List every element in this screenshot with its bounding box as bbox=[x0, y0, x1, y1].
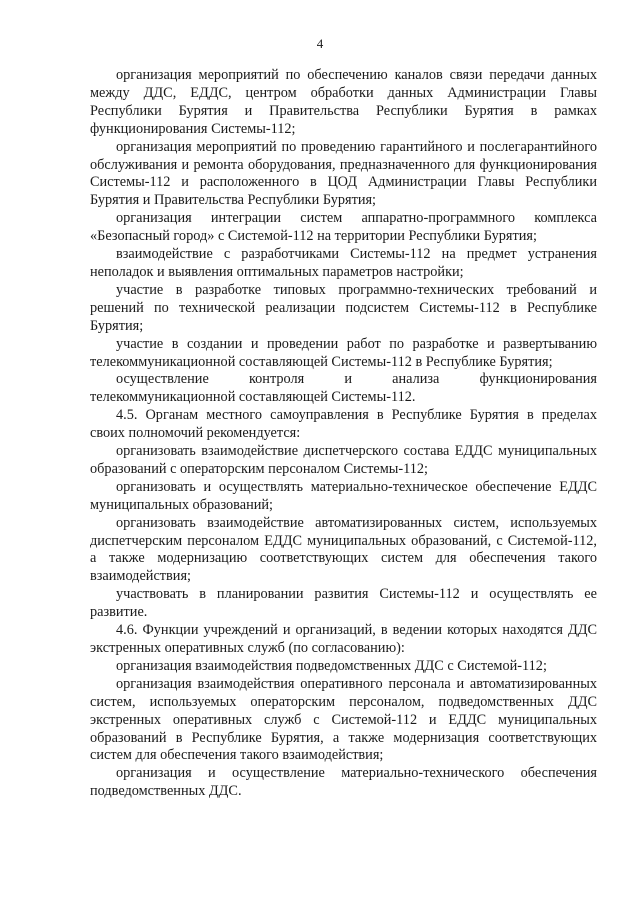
paragraph: организация мероприятий по обеспечению каналов связи передачи данных между ДДС, ЕДДС, центром обработки данных Администрации Главы Республики Бурятия и Правительства Республики Бурятия в рамках функционирования Системы-112; bbox=[90, 67, 597, 137]
paragraph: осуществление контроля и анализа функционирования телекоммуникационной составляющей Системы-112. bbox=[90, 371, 597, 406]
document-body bbox=[90, 67, 597, 801]
paragraph: организовать взаимодействие диспетчерского состава ЕДДС муниципальных образований с операторским персоналом Системы-112; bbox=[90, 443, 597, 477]
paragraph: организация взаимодействия подведомственных ДДС с Системой-112; bbox=[116, 657, 547, 674]
paragraph: организация взаимодействия оперативного персонала и автоматизированных систем, используемых операторским персоналом, подведомственных ДДС экстренных оперативных служб с Системой-112 и ЕДДС муниципальных образований в Республике Бурятия, а также модернизация соответствующих систем для обеспечения такого взаимодействия; bbox=[90, 675, 597, 764]
section-paragraph: 4.5. Органам местного самоуправления в Республике Бурятия в пределах своих полномочий рекомендуется: bbox=[90, 407, 597, 442]
section-paragraph: 4.6. Функции учреждений и организаций, в ведении которых находятся ДДС экстренных оперативных служб (по согласованию): bbox=[90, 622, 597, 656]
paragraph: участвовать в планировании развития Системы-112 и осуществлять ее развитие. bbox=[90, 586, 597, 621]
page-number: 4 bbox=[316, 36, 324, 51]
paragraph: взаимодействие с разработчиками Системы-112 на предмет устранения неполадок и выявления оптимальных параметров настройки; bbox=[90, 246, 597, 280]
paragraph: организация мероприятий по проведению гарантийного и послегарантийного обслуживания и ремонта оборудования, предназначенного для функционирования Системы-112 и расположенного в ЦОД Администрации Главы Республики Бурятия и Правительства Республики Бурятия; bbox=[90, 138, 597, 209]
paragraph: участие в разработке типовых программно-технических требований и решений по технической реализации подсистем Системы-112 в Республике Бурятия; bbox=[90, 281, 597, 334]
paragraph: участие в создании и проведении работ по разработке и развертыванию телекоммуникационной составляющей Системы-112 в Республике Бурятия; bbox=[90, 335, 597, 370]
paragraph: организация и осуществление материально-технического обеспечения подведомственных ДДС. bbox=[90, 765, 597, 800]
paragraph: организовать взаимодействие автоматизированных систем, используемых диспетчерским персоналом ЕДДС муниципальных образований, с Системой-112, а также модернизацию соответствующих систем для обеспечения такого взаимодействия; bbox=[90, 514, 597, 585]
paragraph: организация интеграции систем аппаратно-программного комплекса «Безопасный город» с Системой-112 на территории Республики Бурятия; bbox=[90, 210, 597, 245]
paragraph: организовать и осуществлять материально-техническое обеспечение ЕДДС муниципальных образований; bbox=[90, 478, 597, 513]
